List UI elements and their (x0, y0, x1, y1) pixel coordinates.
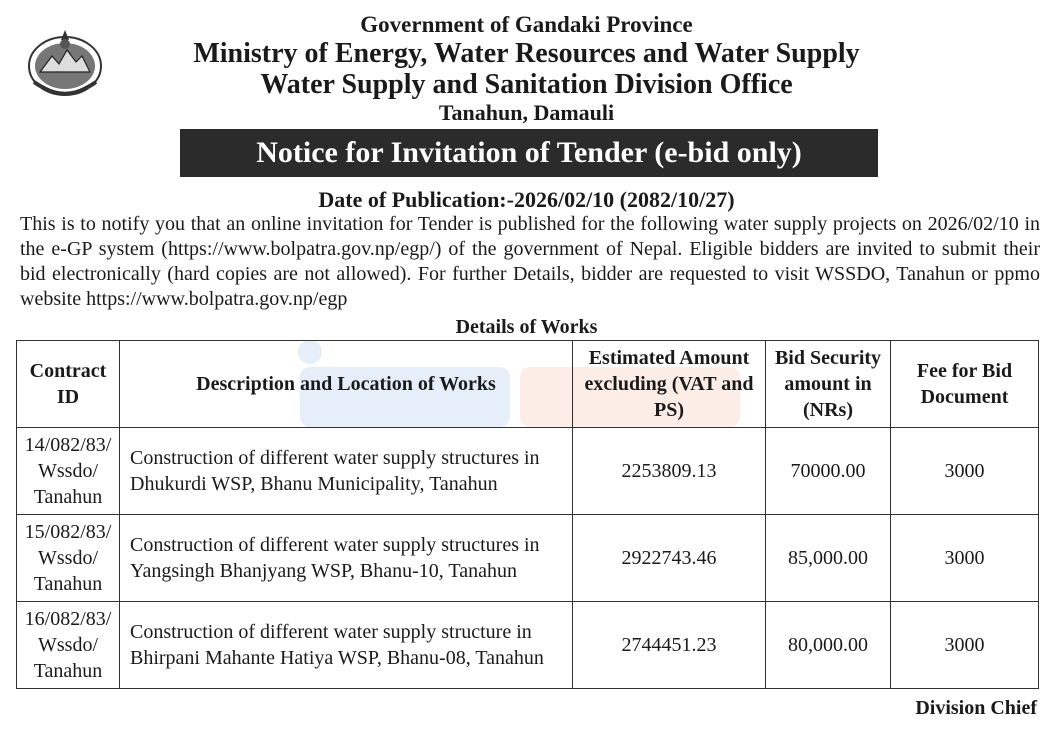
government-name: Government of Gandaki Province (360, 12, 693, 37)
column-header-contract-id: Contract ID (17, 341, 120, 428)
bid-fee-cell: 3000 (891, 515, 1039, 602)
bid-security-cell: 80,000.00 (766, 602, 891, 689)
office-location: Tanahun, Damauli (438, 100, 615, 125)
contract-id-cell: 14/082/83/ Wssdo/ Tanahun (17, 428, 120, 515)
notice-title-banner: Notice for Invitation of Tender (e-bid only) (180, 129, 878, 177)
works-section-title: Details of Works (455, 316, 598, 338)
bid-security-cell: 70000.00 (766, 428, 891, 515)
ministry-name: Ministry of Energy, Water Resources and Water Supply (193, 38, 860, 69)
table-header-row (17, 341, 1039, 428)
column-header-estimated-amount: Estimated Amount excluding (VAT and PS) (573, 341, 766, 428)
table-row (17, 515, 1039, 602)
publication-date: Date of Publication:-2026/02/10 (2082/10/27) (318, 187, 735, 212)
estimated-amount-cell: 2922743.46 (573, 515, 766, 602)
description-cell: Construction of different water supply structures in Yangsingh Bhanjyang WSP, Bhanu-10, Tanahun (120, 515, 573, 602)
estimated-amount-cell: 2744451.23 (573, 602, 766, 689)
contract-id-cell: 16/082/83/ Wssdo/ Tanahun (17, 602, 120, 689)
estimated-amount-cell: 2253809.13 (573, 428, 766, 515)
bid-fee-cell: 3000 (891, 428, 1039, 515)
description-cell: Construction of different water supply structure in Bhirpani Mahante Hatiya WSP, Bhanu-08, Tanahun (120, 602, 573, 689)
column-header-bid-fee: Fee for Bid Document (891, 341, 1039, 428)
description-cell: Construction of different water supply structures in Dhukurdi WSP, Bhanu Municipality, Tanahun (120, 428, 573, 515)
works-table (16, 340, 1039, 689)
table-row (17, 428, 1039, 515)
column-header-description: Description and Location of Works (120, 341, 573, 428)
signatory-title: Division Chief (915, 697, 1037, 719)
bid-security-cell: 85,000.00 (766, 515, 891, 602)
office-name: Water Supply and Sanitation Division Office (260, 69, 793, 100)
notice-body-text: This is to notify you that an online invitation for Tender is published for the following water supply projects on 2026/02/10 in the e-GP system (https://www.bolpatra.gov.np/egp/) of the government of Nepal. Eligible bidders are invited to submit their bid electronically (hard copies are not allowed). For further Details, bidder are requested to visit WSSDO, Tanahun or ppmo website https://www.bolpatra.gov.np/egp (20, 213, 1040, 310)
bid-fee-cell: 3000 (891, 602, 1039, 689)
contract-id-cell: 15/082/83/ Wssdo/ Tanahun (17, 515, 120, 602)
table-row (17, 602, 1039, 689)
column-header-bid-security: Bid Security amount in (NRs) (766, 341, 891, 428)
